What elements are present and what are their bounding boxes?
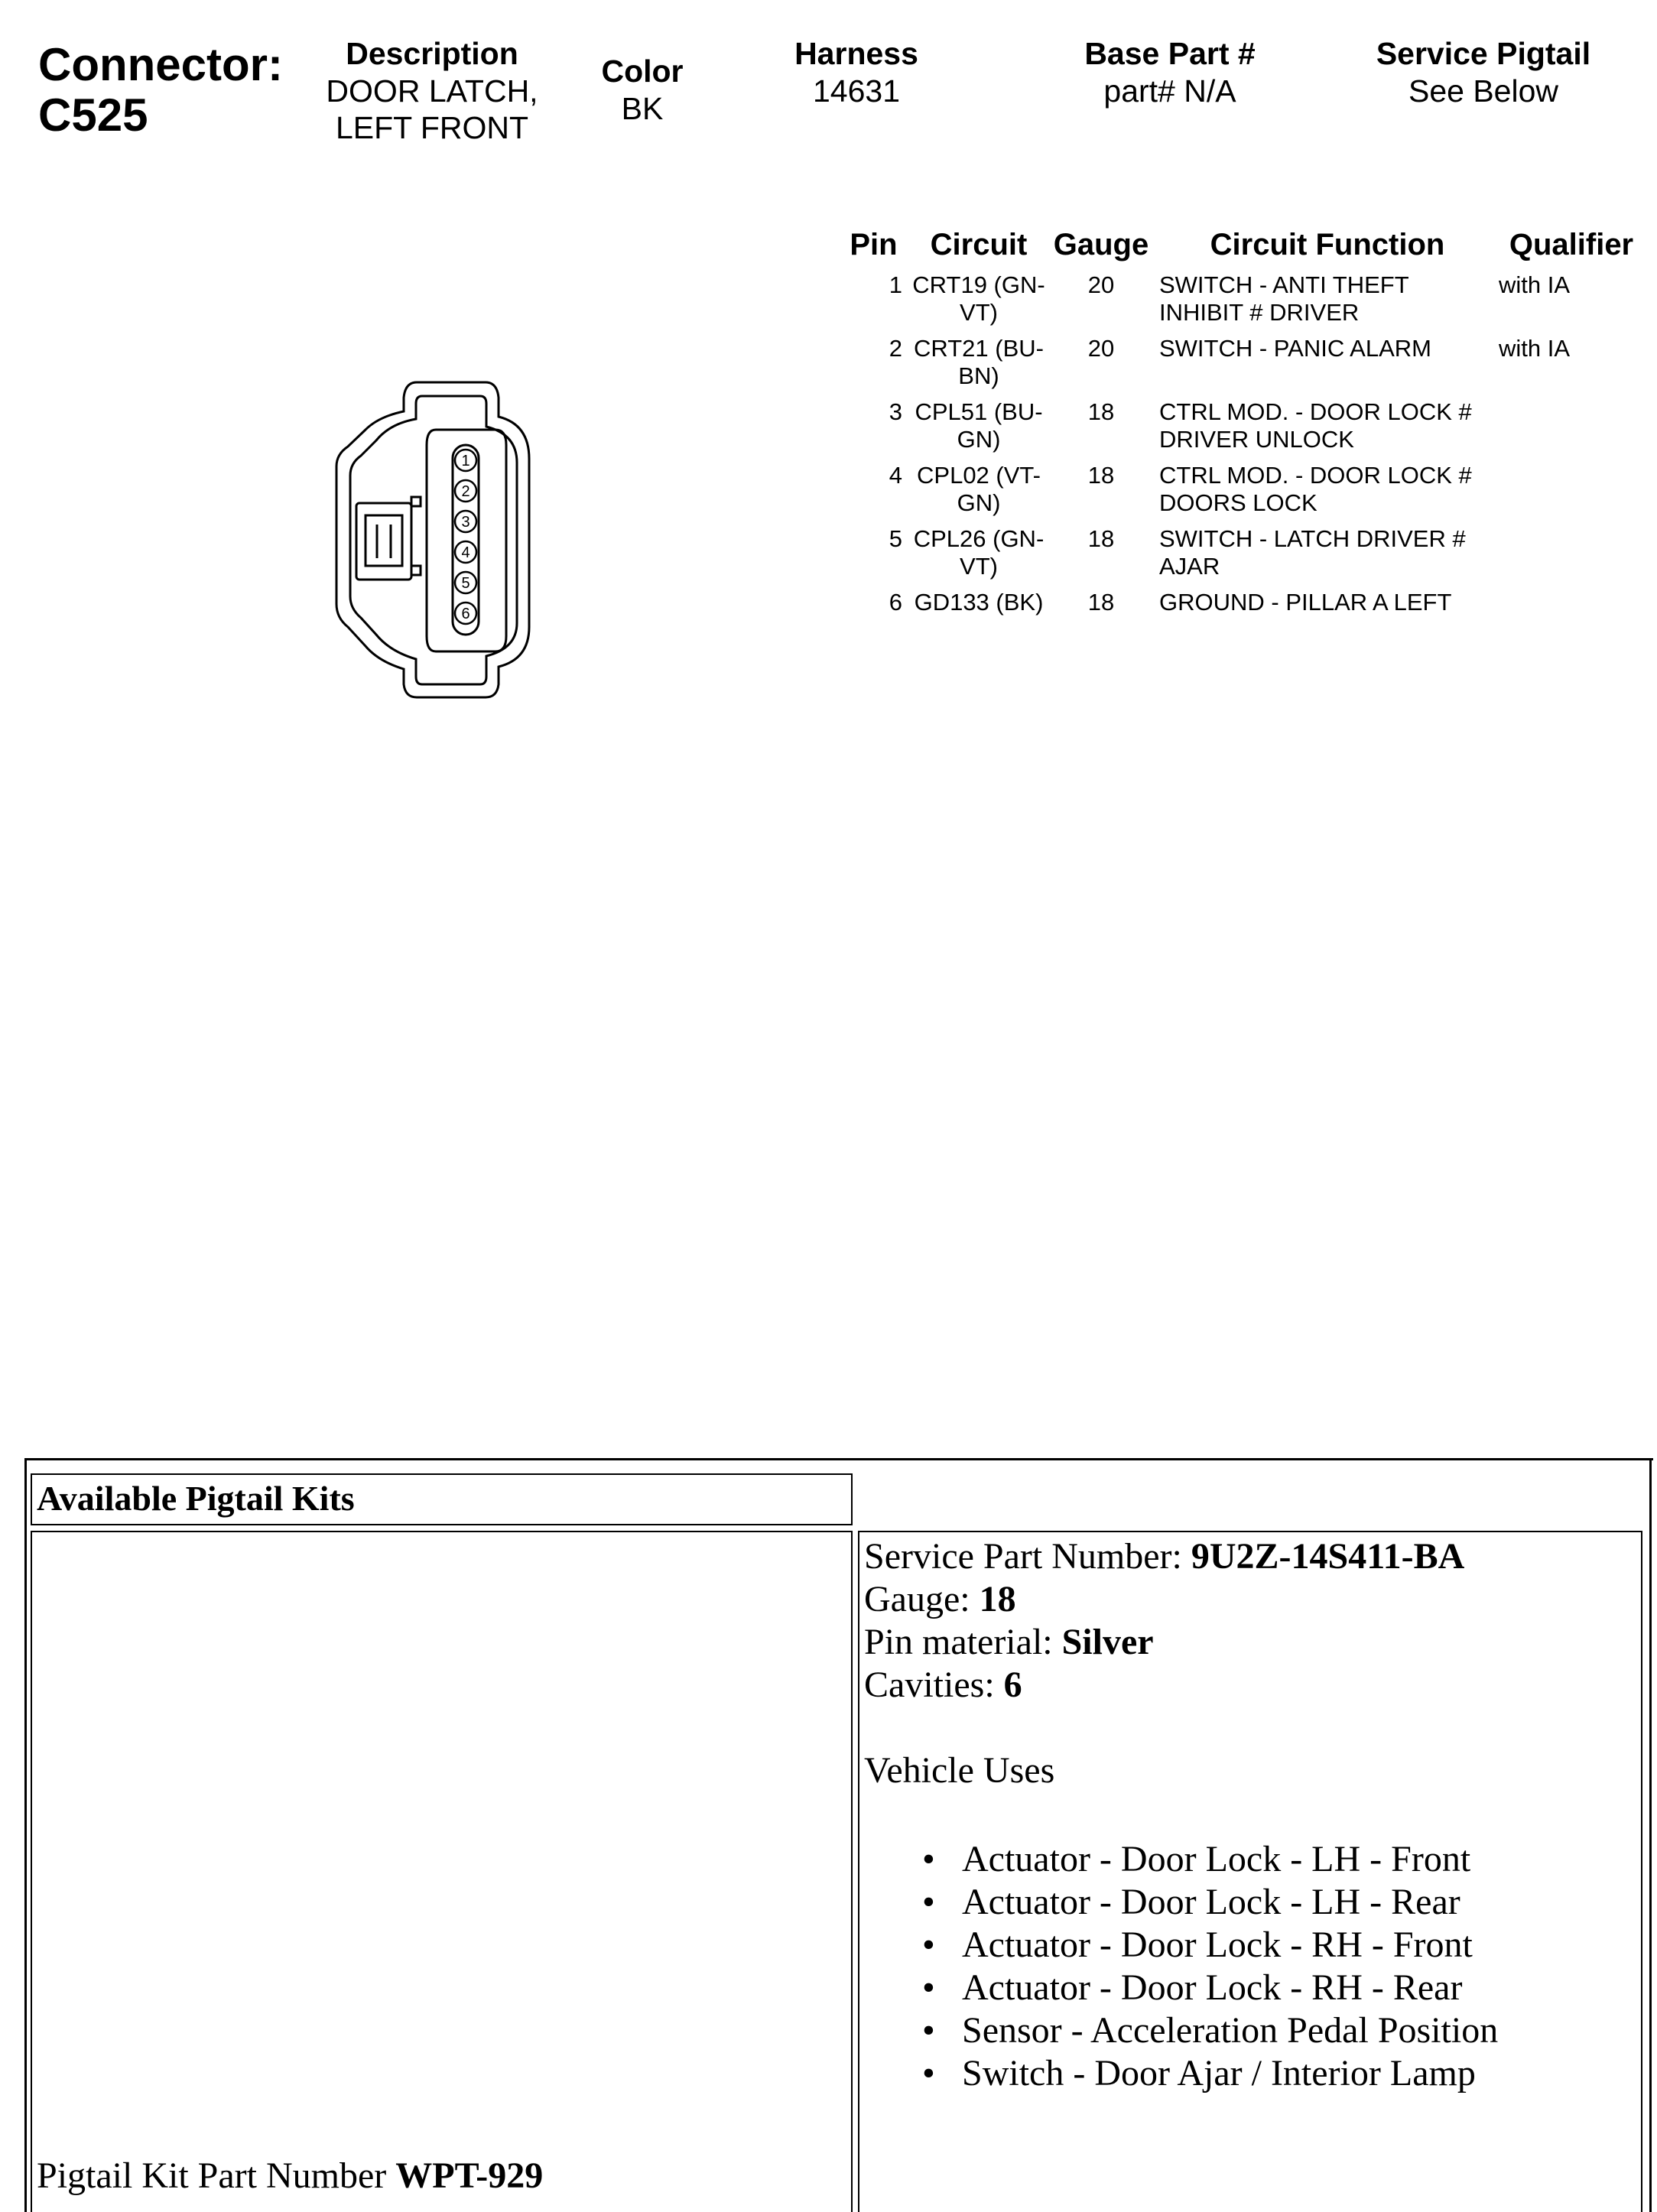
circuit-line1: CRT19 (GN- (912, 271, 1045, 298)
pigtail-gauge (864, 1578, 1636, 1621)
function-line1: SWITCH - PANIC ALARM (1159, 335, 1431, 362)
circuit-line2: VT) (960, 553, 998, 580)
pin-number: 1 (889, 271, 902, 298)
description-column (306, 34, 558, 146)
bullet-icon: • (922, 1882, 935, 1922)
vehicle-use-text: Sensor - Acceleration Pedal Position (962, 2010, 1499, 2051)
pin-number-label: 5 (461, 575, 470, 592)
qualifier-value: with IA (1499, 271, 1571, 298)
vehicle-use-text: Actuator - Door Lock - RH - Front (962, 1925, 1473, 1965)
gauge-value: 18 (1087, 462, 1115, 489)
function-line1: GROUND - PILLAR A LEFT (1159, 589, 1452, 616)
list-item (922, 1838, 1636, 1881)
pin-number: 4 (889, 462, 902, 489)
connector-face-diagram (329, 375, 535, 703)
circuit-line1: CRT21 (BU- (914, 335, 1044, 362)
function-line2: DRIVER UNLOCK (1159, 426, 1354, 453)
function-line2: AJAR (1159, 553, 1220, 580)
harness-label: Harness (794, 36, 918, 71)
service-part-number (864, 1535, 1636, 1578)
list-item (922, 1881, 1636, 1924)
qualifier-value: with IA (1499, 335, 1571, 362)
list-item (922, 2052, 1636, 2095)
circuit-line1: GD133 (BK) (914, 589, 1044, 616)
bullet-icon: • (922, 1925, 935, 1965)
description-value-line2: LEFT FRONT (335, 110, 529, 145)
pin-material-label: Pin material: (864, 1622, 1062, 1662)
bullet-icon: • (922, 2053, 935, 2093)
pin-number-label: 4 (461, 544, 470, 561)
connector-label: Connector: (38, 39, 283, 90)
gauge-value: 20 (1087, 271, 1115, 298)
vehicle-uses-list (922, 1838, 1636, 2095)
vehicle-use-text: Actuator - Door Lock - RH - Rear (962, 1967, 1463, 2008)
service-pigtail-label: Service Pigtail (1376, 36, 1591, 71)
circuit-line2: BN) (958, 362, 999, 389)
vehicle-use-text: Switch - Door Ajar / Interior Lamp (962, 2053, 1476, 2093)
connector-heading (38, 40, 283, 141)
pigtail-gauge-value: 18 (979, 1579, 1016, 1619)
function-line1: CTRL MOD. - DOOR LOCK # (1159, 398, 1472, 425)
pin-number-label: 1 (461, 453, 470, 469)
kit-part-label: Pigtail Kit Part Number (37, 2155, 396, 2196)
bullet-icon: • (922, 1967, 935, 2008)
function-line1: CTRL MOD. - DOOR LOCK # (1159, 462, 1472, 489)
pin-table (0, 226, 1657, 623)
bullet-icon: • (922, 2010, 935, 2051)
pigtail-details (864, 1535, 1636, 2095)
pigtail-kit-part-number (37, 2155, 543, 2197)
pin-number-label: 6 (461, 606, 470, 622)
function-line2: INHIBIT # DRIVER (1159, 299, 1360, 326)
cavities (864, 1664, 1636, 1707)
gauge-header: Gauge (1053, 228, 1149, 261)
color-value: BK (621, 91, 664, 126)
base-part-column (1048, 34, 1292, 109)
pin-number: 2 (889, 335, 902, 362)
function-line1: SWITCH - ANTI THEFT (1159, 271, 1409, 298)
circuit-line2: VT) (960, 299, 998, 326)
kit-part-value: WPT-929 (395, 2155, 544, 2196)
bullet-icon: • (922, 1839, 935, 1879)
pin-number: 5 (889, 525, 902, 552)
pin-material-value: Silver (1061, 1622, 1154, 1662)
description-label: Description (346, 36, 518, 71)
pin-number: 6 (889, 589, 902, 616)
gauge-value: 20 (1087, 335, 1115, 362)
function-line1: SWITCH - LATCH DRIVER # (1159, 525, 1466, 552)
connector-id: C525 (38, 89, 148, 141)
pigtail-gauge-label: Gauge: (864, 1579, 980, 1619)
service-part-label: Service Part Number: (864, 1536, 1191, 1577)
pin-number-label: 3 (461, 514, 470, 531)
cavities-value: 6 (1003, 1665, 1022, 1705)
harness-value: 14631 (812, 73, 900, 109)
service-part-value: 9U2Z-14S411-BA (1191, 1536, 1465, 1577)
vehicle-use-text: Actuator - Door Lock - LH - Front (962, 1839, 1471, 1879)
pigtail-section-title: Available Pigtail Kits (37, 1479, 355, 1518)
function-line2: DOORS LOCK (1159, 489, 1317, 516)
service-pigtail-column (1346, 34, 1621, 109)
function-header: Circuit Function (1210, 228, 1445, 261)
pin-header: Pin (850, 228, 898, 261)
description-value-line1: DOOR LATCH, (326, 73, 538, 109)
qualifier-header: Qualifier (1509, 228, 1634, 261)
harness-column (765, 34, 948, 109)
color-label: Color (601, 54, 684, 89)
circuit-line1: CPL02 (VT- (917, 462, 1041, 489)
circuit-line2: GN) (957, 426, 1001, 453)
pin-material (864, 1621, 1636, 1664)
gauge-value: 18 (1087, 589, 1115, 616)
color-column (581, 52, 703, 127)
vehicle-uses-label: Vehicle Uses (864, 1750, 1055, 1791)
base-part-label: Base Part # (1084, 36, 1256, 71)
circuit-line1: CPL51 (BU- (915, 398, 1043, 425)
gauge-value: 18 (1087, 525, 1115, 552)
circuit-header: Circuit (930, 228, 1028, 261)
list-item (922, 2009, 1636, 2052)
base-part-value: part# N/A (1103, 73, 1236, 109)
list-item (922, 1924, 1636, 1967)
circuit-line2: GN) (957, 489, 1001, 516)
cavities-label: Cavities: (864, 1665, 1004, 1705)
list-item (922, 1967, 1636, 2009)
vehicle-use-text: Actuator - Door Lock - LH - Rear (962, 1882, 1460, 1922)
service-pigtail-value: See Below (1408, 73, 1558, 109)
gauge-value: 18 (1087, 398, 1115, 425)
pin-number: 3 (889, 398, 902, 425)
pin-number-label: 2 (461, 483, 470, 500)
circuit-line1: CPL26 (GN- (913, 525, 1045, 552)
